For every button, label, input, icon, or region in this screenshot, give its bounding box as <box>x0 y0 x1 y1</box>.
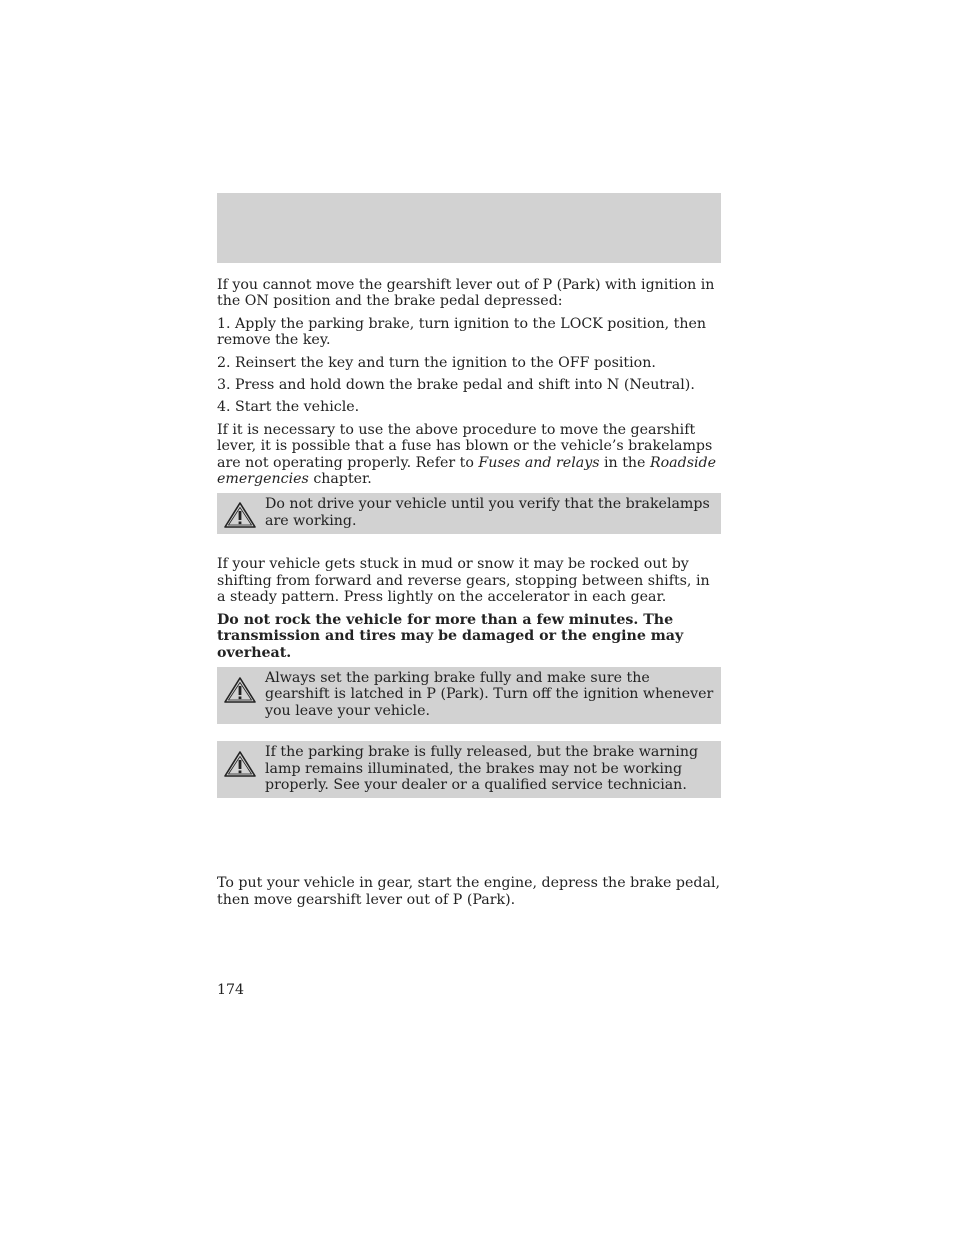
step-2: 2. Reinsert the key and turn the ignition to the OFF position. <box>217 354 656 371</box>
rocking-caution: Do not rock the vehicle for more than a few minutes. The transmission and tires may be damaged or the engine may overheat. <box>217 611 684 661</box>
warning-box-brakelamps <box>217 493 721 534</box>
section-header-band <box>217 193 721 263</box>
spacer <box>217 731 721 741</box>
spacer <box>217 541 721 556</box>
roadside-emergencies-reference: Roadside emergencies <box>217 454 717 488</box>
fuse-note-text: If it is necessary to use the above procedure to move the gearshift lever, it is possible that a fuse has blown or the vehicle’s brakelamps are not operating properly. Refer to <box>217 421 713 471</box>
page-number: 174 <box>217 982 245 998</box>
warning-box-brake-lamp <box>217 741 721 798</box>
step-3: 3. Press and hold down the brake pedal and shift into N (Neutral). <box>217 377 695 394</box>
intro-paragraph: If you cannot move the gearshift lever out of P (Park) with ignition in the ON position and the brake pedal depressed: <box>217 277 715 310</box>
page-content <box>217 277 721 914</box>
fuse-note-text: chapter. <box>308 471 372 488</box>
put-in-gear-paragraph: To put your vehicle in gear, start the engine, depress the brake pedal, then move gearshift lever out of P (Park). <box>217 875 720 908</box>
fuses-relays-reference: Fuses and relays <box>478 454 600 471</box>
warning-triangle-icon <box>223 676 257 704</box>
step-1: 1. Apply the parking brake, turn ignition to the LOCK position, then remove the key. <box>217 315 707 349</box>
warning-text: Always set the parking brake fully and make sure the gearshift is latched in P (Park). Turn off the ignition whenever you leave your vehicle. <box>265 669 714 719</box>
step-4: 4. Start the vehicle. <box>217 399 360 416</box>
fuse-note-text: in the <box>599 454 650 471</box>
warning-triangle-icon <box>223 750 257 778</box>
warning-triangle-icon <box>223 501 257 529</box>
warning-text: Do not drive your vehicle until you verify that the brakelamps are working. <box>265 496 710 529</box>
spacer <box>217 805 721 875</box>
rocking-paragraph: If your vehicle gets stuck in mud or snow it may be rocked out by shifting from forward and reverse gears, stopping between shifts, in a steady pattern. Press lightly on the accelerator in each gear. <box>217 556 710 606</box>
warning-box-parking-brake <box>217 667 721 724</box>
fuse-note-paragraph <box>217 422 721 488</box>
warning-text: If the parking brake is fully released, but the brake warning lamp remains illuminated, the brakes may not be working properly. See your dealer or a qualified service technician. <box>265 744 699 793</box>
